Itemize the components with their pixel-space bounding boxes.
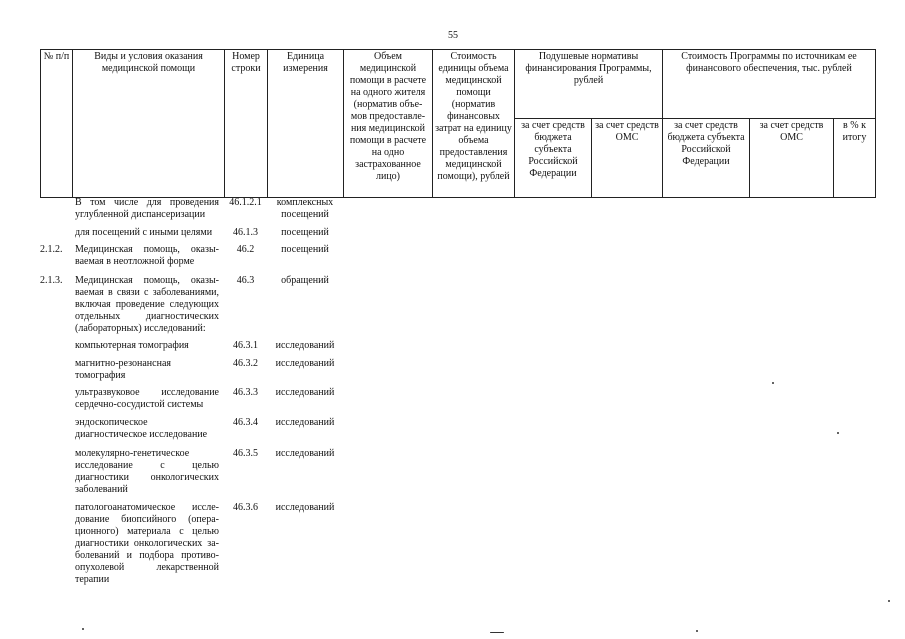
row-name: компьютерная томография	[75, 340, 189, 351]
page-number: 55	[448, 30, 458, 41]
row-line-number: 46.3.3	[233, 387, 258, 398]
row-name: магнитно-резонансная томография	[75, 358, 171, 381]
header-program-budget: за счет средств бюджета субъекта Российской Федерации	[663, 119, 750, 198]
header-program-oms: за счет средств ОМС	[750, 119, 834, 198]
row-unit: исследований	[275, 387, 335, 398]
header-program-cost: Стоимость Программы по источникам ее финансового обеспечения, тыс. рублей	[663, 50, 876, 119]
row-name: В том числе для проведения углубленной диспансеризации	[75, 197, 219, 220]
row-name: патологоанатомическое иссле-дование биопсийного (опера-ционного) материала с целью диагностики онкологических за-болеваний и подбора противо-опухолевой лекарственной терапии	[75, 502, 219, 585]
header-line: Номер строки	[225, 50, 268, 198]
row-unit: исследований	[275, 358, 335, 369]
row-name: Медицинская помощь, оказы-ваемая в неотложной форме	[75, 244, 219, 267]
row-name: для посещений с иными целями	[75, 227, 213, 238]
row-line-number: 46.3.5	[233, 448, 258, 459]
header-cost: Стоимость единицы объема медицинской помощи (норматив финансовых затрат на единицу объема предоставления медицинской помощи), рублей	[433, 50, 515, 198]
scan-speck	[82, 628, 84, 630]
row-number: 2.1.2.	[40, 244, 63, 255]
row-unit: исследований	[275, 448, 335, 459]
row-unit: обращений	[281, 275, 329, 286]
row-name: ультразвуковое исследование сердечно-сосудистой системы	[75, 387, 219, 410]
row-line-number: 46.3.2	[233, 358, 258, 369]
row-line-number: 46.3	[236, 275, 255, 286]
header-per-capita: Подушевые нормативы финансирования Программы, рублей	[515, 50, 663, 119]
row-name: Медицинская помощь, оказы-ваемая в связи с заболеваниями, включая проведение следующих отдельных диагностических (лабораторных) исследований:	[75, 275, 219, 334]
row-line-number: 46.3.4	[233, 417, 258, 428]
row-unit: комплексных посещений	[276, 197, 334, 220]
header-unit: Единица измерения	[268, 50, 344, 198]
row-unit: исследований	[275, 502, 335, 513]
scan-speck	[888, 600, 890, 602]
header-volume: Объем медицинской помощи в расчете на одного жителя (норматив объе-мов предоставле-ния медицинской помощи в расчете на одно застрахованное лицо)	[344, 50, 433, 198]
header-num: № п/п	[41, 50, 73, 198]
row-name: эндоскопическое диагностическое исследование	[75, 417, 208, 440]
header-per-capita-oms: за счет средств ОМС	[592, 119, 663, 198]
row-line-number: 46.1.2.1	[229, 197, 262, 208]
row-unit: посещений	[281, 227, 329, 238]
row-unit: исследований	[275, 417, 335, 428]
header-kinds: Виды и условия оказания медицинской помощи	[73, 50, 225, 198]
row-unit: исследований	[275, 340, 335, 351]
scan-speck	[490, 632, 504, 633]
row-name: молекулярно-генетическое исследование с целью диагностики онкологических заболеваний	[75, 448, 219, 495]
row-line-number: 46.3.1	[233, 340, 258, 351]
row-line-number: 46.2	[236, 244, 255, 255]
header-program-percent: в % к итогу	[834, 119, 876, 198]
header-per-capita-budget: за счет средств бюджета субъекта Российской Федерации	[515, 119, 592, 198]
row-unit: посещений	[281, 244, 329, 255]
table-header	[40, 49, 876, 198]
row-line-number: 46.1.3	[233, 227, 258, 238]
scan-speck	[772, 382, 774, 384]
row-number: 2.1.3.	[40, 275, 63, 286]
scan-speck	[837, 432, 839, 434]
row-line-number: 46.3.6	[233, 502, 258, 513]
scan-speck	[696, 630, 698, 632]
